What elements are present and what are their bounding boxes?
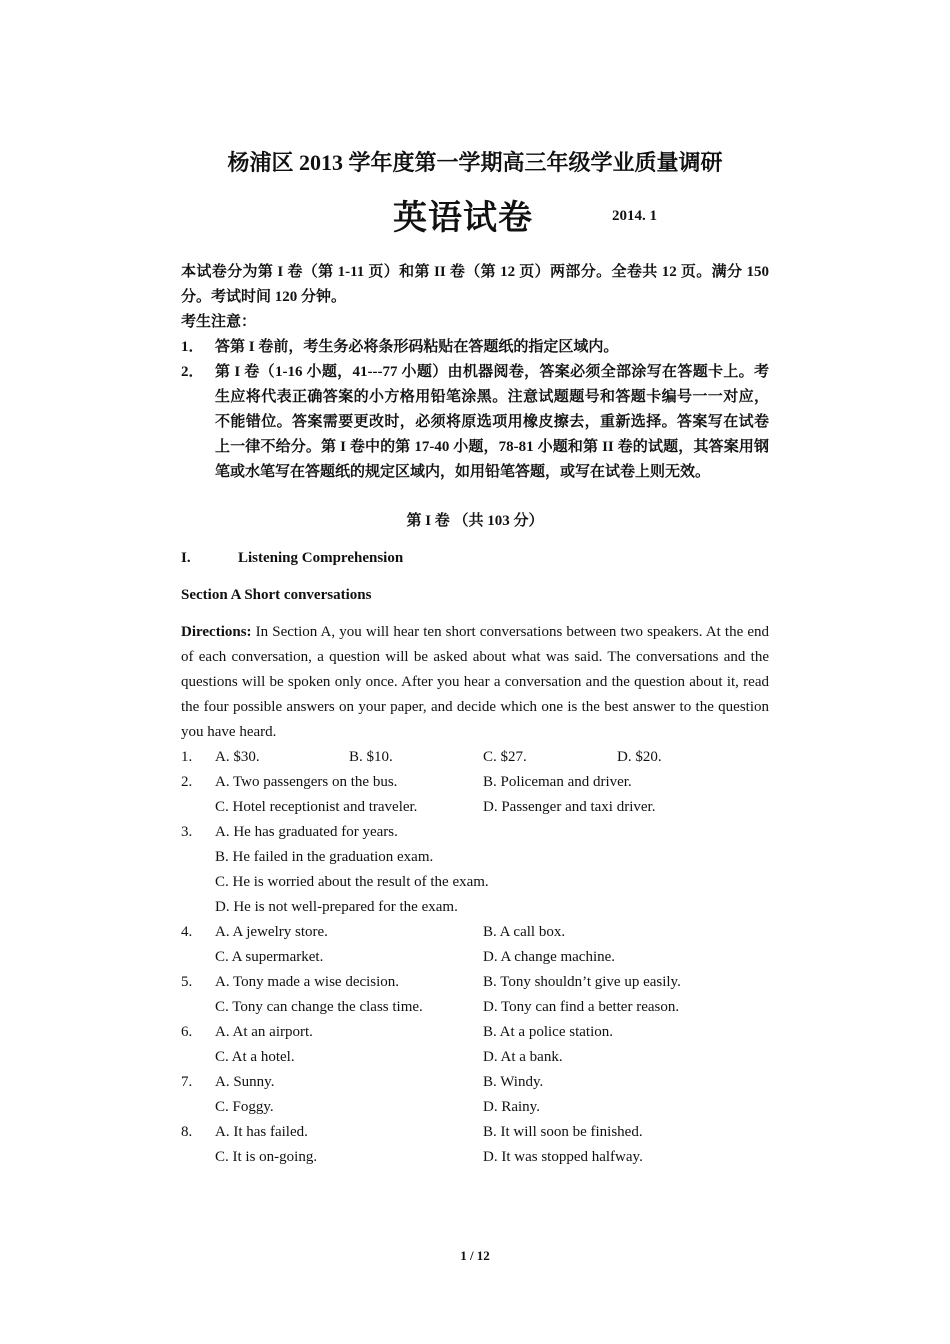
option-c: C. It is on-going. bbox=[215, 1149, 318, 1165]
option-d: D. It was stopped halfway. bbox=[483, 1149, 643, 1165]
exam-content bbox=[181, 260, 769, 1170]
question bbox=[181, 1020, 769, 1070]
option-c: C. Tony can change the class time. bbox=[215, 999, 423, 1015]
intro-paragraph: 本试卷分为第 I 卷（第 1-11 页）和第 II 卷（第 12 页）两部分。全卷共 12 页。满分 150 分。考试时间 120 分钟。 bbox=[181, 264, 769, 305]
question bbox=[181, 745, 769, 770]
option-c: C. $27. bbox=[483, 749, 527, 765]
question-options bbox=[215, 1120, 769, 1170]
option-a: A. Sunny. bbox=[215, 1074, 275, 1090]
option-b: B. $10. bbox=[349, 749, 393, 765]
option-c: C. Hotel receptionist and traveler. bbox=[215, 799, 418, 815]
question bbox=[181, 1120, 769, 1170]
option-d: D. A change machine. bbox=[483, 949, 616, 965]
option-c: C. He is worried about the result of the exam. bbox=[215, 874, 489, 890]
page-number: 1 / 12 bbox=[460, 1248, 490, 1263]
option-d: D. At a bank. bbox=[483, 1049, 563, 1065]
option-b: B. He failed in the graduation exam. bbox=[215, 849, 434, 865]
question-options bbox=[215, 1020, 769, 1070]
option-a: A. He has graduated for years. bbox=[215, 824, 398, 840]
question bbox=[181, 920, 769, 970]
exam-subtitle: 英语试卷 bbox=[393, 200, 533, 237]
notice-number: 1． bbox=[181, 339, 204, 355]
option-b: B. Tony shouldn’t give up easily. bbox=[483, 974, 681, 990]
subtitle-row bbox=[0, 190, 950, 240]
section-heading bbox=[181, 546, 769, 571]
directions-label: Directions: bbox=[181, 624, 252, 640]
option-b: B. Windy. bbox=[483, 1074, 544, 1090]
option-b: B. Policeman and driver. bbox=[483, 774, 632, 790]
option-d: D. He is not well-prepared for the exam. bbox=[215, 899, 458, 915]
option-c: C. Foggy. bbox=[215, 1099, 274, 1115]
option-b: B. A call box. bbox=[483, 924, 566, 940]
question bbox=[181, 820, 769, 920]
question-number: 3. bbox=[181, 824, 193, 840]
option-d: D. Passenger and taxi driver. bbox=[483, 799, 656, 815]
question bbox=[181, 1070, 769, 1120]
option-a: A. Tony made a wise decision. bbox=[215, 974, 400, 990]
notice-item bbox=[181, 360, 769, 485]
subsection-heading: Section A Short conversations bbox=[181, 587, 372, 603]
option-d: D. Tony can find a better reason. bbox=[483, 999, 680, 1015]
question-number: 1. bbox=[181, 749, 193, 765]
option-a: A. It has failed. bbox=[215, 1124, 308, 1140]
notice-number: 2． bbox=[181, 364, 204, 380]
notice-title: 考生注意： bbox=[181, 314, 257, 330]
question-options bbox=[215, 745, 769, 770]
question-number: 4. bbox=[181, 924, 193, 940]
question-number: 7. bbox=[181, 1074, 193, 1090]
notice-text: 第 I 卷（1-16 小题，41---77 小题）由机器阅卷，答案必须全部涂写在答题卡上。考生应将代表正确答案的小方格用铅笔涂黑。注意试题题号和答题卡编号一一对应，不能错位。答案需要更改时，必须将原选项用橡皮擦去，重新选择。答案写在试卷上一律不给分。第 I 卷中的第 17-40 小题，78-81 小题和第 II 卷的试题，其答案用钢笔或水笔写在答题纸的规定区域内，如用铅笔答题，或写在试卷上则无效。 bbox=[215, 364, 769, 480]
section-name: Listening Comprehension bbox=[238, 550, 404, 566]
option-a: A. $30. bbox=[215, 749, 260, 765]
question-number: 8. bbox=[181, 1124, 193, 1140]
question-number: 6. bbox=[181, 1024, 193, 1040]
option-b: B. It will soon be finished. bbox=[483, 1124, 643, 1140]
option-d: D. Rainy. bbox=[483, 1099, 540, 1115]
directions-paragraph bbox=[181, 620, 769, 745]
option-d: D. $20. bbox=[617, 749, 662, 765]
option-c: C. A supermarket. bbox=[215, 949, 324, 965]
option-b: B. At a police station. bbox=[483, 1024, 613, 1040]
directions-text: In Section A, you will hear ten short conversations between two speakers. At the end of each conversation, a question will be asked about what was said. The conversations and the questions will be spoken only once. After you hear a conversation and the question about it, read the four possible answers on your paper, and decide which one is the best answer to the question you have heard. bbox=[181, 624, 769, 740]
question-number: 5. bbox=[181, 974, 193, 990]
notice-item bbox=[181, 335, 769, 360]
part-title: 第 I 卷 （共 103 分） bbox=[406, 513, 544, 529]
question bbox=[181, 770, 769, 820]
question-options bbox=[215, 770, 769, 820]
exam-date: 2014. 1 bbox=[612, 208, 657, 224]
question-options bbox=[215, 820, 769, 920]
question bbox=[181, 970, 769, 1020]
option-a: A. A jewelry store. bbox=[215, 924, 328, 940]
option-c: C. At a hotel. bbox=[215, 1049, 295, 1065]
option-a: A. Two passengers on the bus. bbox=[215, 774, 398, 790]
section-number: I. bbox=[181, 550, 191, 566]
question-options bbox=[215, 970, 769, 1020]
question-options bbox=[215, 920, 769, 970]
notice-text: 答第 I 卷前，考生务必将条形码粘贴在答题纸的指定区域内。 bbox=[215, 339, 619, 355]
option-a: A. At an airport. bbox=[215, 1024, 313, 1040]
question-options bbox=[215, 1070, 769, 1120]
question-number: 2. bbox=[181, 774, 193, 790]
exam-title: 杨浦区 2013 学年度第一学期高三年级学业质量调研 bbox=[227, 150, 723, 175]
